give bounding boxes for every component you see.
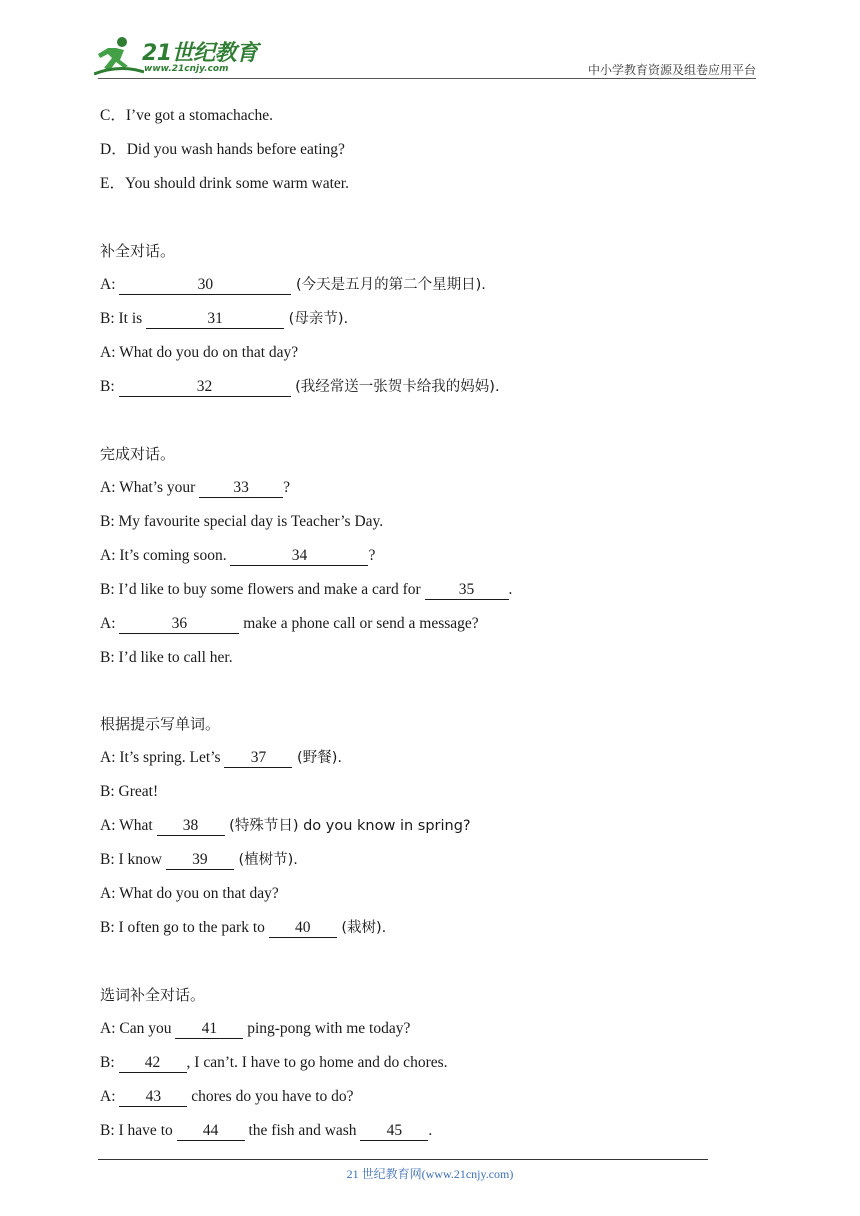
dialogue-line xyxy=(100,850,298,870)
answer-blank-32[interactable]: 32 xyxy=(119,378,291,397)
answer-blank-34[interactable]: 34 xyxy=(230,547,368,566)
dialogue-line: A: What do you do on that day? xyxy=(100,344,299,361)
line-text: , I can’t. I have to go home and do chores. xyxy=(186,1054,448,1071)
hint-text: (今天是五月的第二个星期日). xyxy=(291,277,486,293)
line-text: chores do you have to do? xyxy=(187,1088,354,1105)
dialogue-line: A: What do you on that day? xyxy=(100,885,279,902)
dialogue-line: B: Great! xyxy=(100,783,159,800)
answer-blank-44[interactable]: 44 xyxy=(177,1122,245,1141)
dialogue-line xyxy=(100,309,348,329)
section-title-choose-words: 选词补全对话。 xyxy=(100,986,206,1004)
logo-text: 21世纪教育 xyxy=(142,41,258,66)
answer-blank-31[interactable]: 31 xyxy=(146,310,284,329)
hint-text: (栽树). xyxy=(336,920,387,936)
page-header xyxy=(0,0,860,80)
answer-blank-40[interactable]: 40 xyxy=(269,919,337,938)
section-title-write-words: 根据提示写单词。 xyxy=(100,715,221,733)
dialogue-line xyxy=(100,1019,410,1039)
line-text: B: I’d like to buy some flowers and make a card for xyxy=(100,581,425,598)
option-e: E．You should drink some warm water. xyxy=(100,175,349,192)
runner-logo-icon xyxy=(94,34,144,80)
line-text: A: Can you xyxy=(100,1020,176,1037)
dialogue-line: B: My favourite special day is Teacher’s Day. xyxy=(100,513,384,530)
answer-blank-36[interactable]: 36 xyxy=(119,615,239,634)
answer-blank-42[interactable]: 42 xyxy=(119,1054,187,1073)
line-text: . xyxy=(508,581,513,598)
logo-url: www.21cnjy.com xyxy=(144,64,229,74)
dialogue-line xyxy=(100,546,375,566)
dialogue-line xyxy=(100,614,479,634)
line-text: B: I know xyxy=(100,851,166,868)
line-text: B: I often go to the park to xyxy=(100,919,269,936)
dialogue-line xyxy=(100,1087,354,1107)
line-text: A: It’s coming soon. xyxy=(100,547,231,564)
dialogue-line xyxy=(100,816,471,836)
dialogue-line: B: I’d like to call her. xyxy=(100,649,233,666)
line-text: make a phone call or send a message? xyxy=(239,615,479,632)
footer-divider xyxy=(98,1159,708,1160)
answer-blank-38[interactable]: 38 xyxy=(157,817,225,836)
hint-text: (母亲节). xyxy=(284,311,349,327)
line-text: ping-pong with me today? xyxy=(243,1020,411,1037)
hint-text: (野餐). xyxy=(292,750,342,766)
dialogue-line xyxy=(100,1053,448,1073)
answer-blank-33[interactable]: 33 xyxy=(199,479,283,498)
section-title-finish-dialogue: 完成对话。 xyxy=(100,445,176,463)
dialogue-line xyxy=(100,580,512,600)
answer-blank-41[interactable]: 41 xyxy=(175,1020,243,1039)
dialogue-line xyxy=(100,918,386,938)
answer-blank-39[interactable]: 39 xyxy=(166,851,234,870)
hint-text: (我经常送一张贺卡给我的妈妈). xyxy=(290,379,500,395)
line-text: ? xyxy=(368,547,376,564)
hint-text: (植树节). xyxy=(233,852,298,868)
answer-blank-43[interactable]: 43 xyxy=(119,1088,187,1107)
line-text: A: What xyxy=(100,817,157,834)
line-text: ? xyxy=(283,479,291,496)
line-text: B: It is xyxy=(100,310,147,327)
answer-blank-30[interactable]: 30 xyxy=(119,276,291,295)
section-title-complete-dialogue: 补全对话。 xyxy=(100,242,176,260)
footer-link[interactable]: 21 世纪教育网(www.21cnjy.com) xyxy=(346,1167,514,1181)
line-text: A: xyxy=(100,1088,120,1105)
line-text: the fish and wash xyxy=(244,1122,361,1139)
line-text: B: xyxy=(100,1054,119,1071)
header-divider xyxy=(98,78,756,79)
answer-blank-35[interactable]: 35 xyxy=(425,581,509,600)
dialogue-line xyxy=(100,1121,432,1141)
option-d: D．Did you wash hands before eating? xyxy=(100,141,345,158)
line-text: B: I have to xyxy=(100,1122,177,1139)
line-text: A: xyxy=(100,276,120,293)
logo xyxy=(94,34,264,80)
hint-text: (特殊节日) do you know in spring? xyxy=(224,818,471,834)
answer-blank-45[interactable]: 45 xyxy=(360,1122,428,1141)
line-text: . xyxy=(428,1122,433,1139)
dialogue-line xyxy=(100,377,500,397)
line-text: A: xyxy=(100,615,120,632)
line-text: A: What’s your xyxy=(100,479,200,496)
answer-blank-37[interactable]: 37 xyxy=(224,749,292,768)
line-text: B: xyxy=(100,378,119,395)
platform-name: 中小学教育资源及组卷应用平台 xyxy=(587,63,756,77)
option-c: C．I’ve got a stomachache. xyxy=(100,107,274,124)
dialogue-line xyxy=(100,275,486,295)
line-text: A: It’s spring. Let’s xyxy=(100,749,225,766)
dialogue-line xyxy=(100,478,290,498)
dialogue-line xyxy=(100,748,342,768)
